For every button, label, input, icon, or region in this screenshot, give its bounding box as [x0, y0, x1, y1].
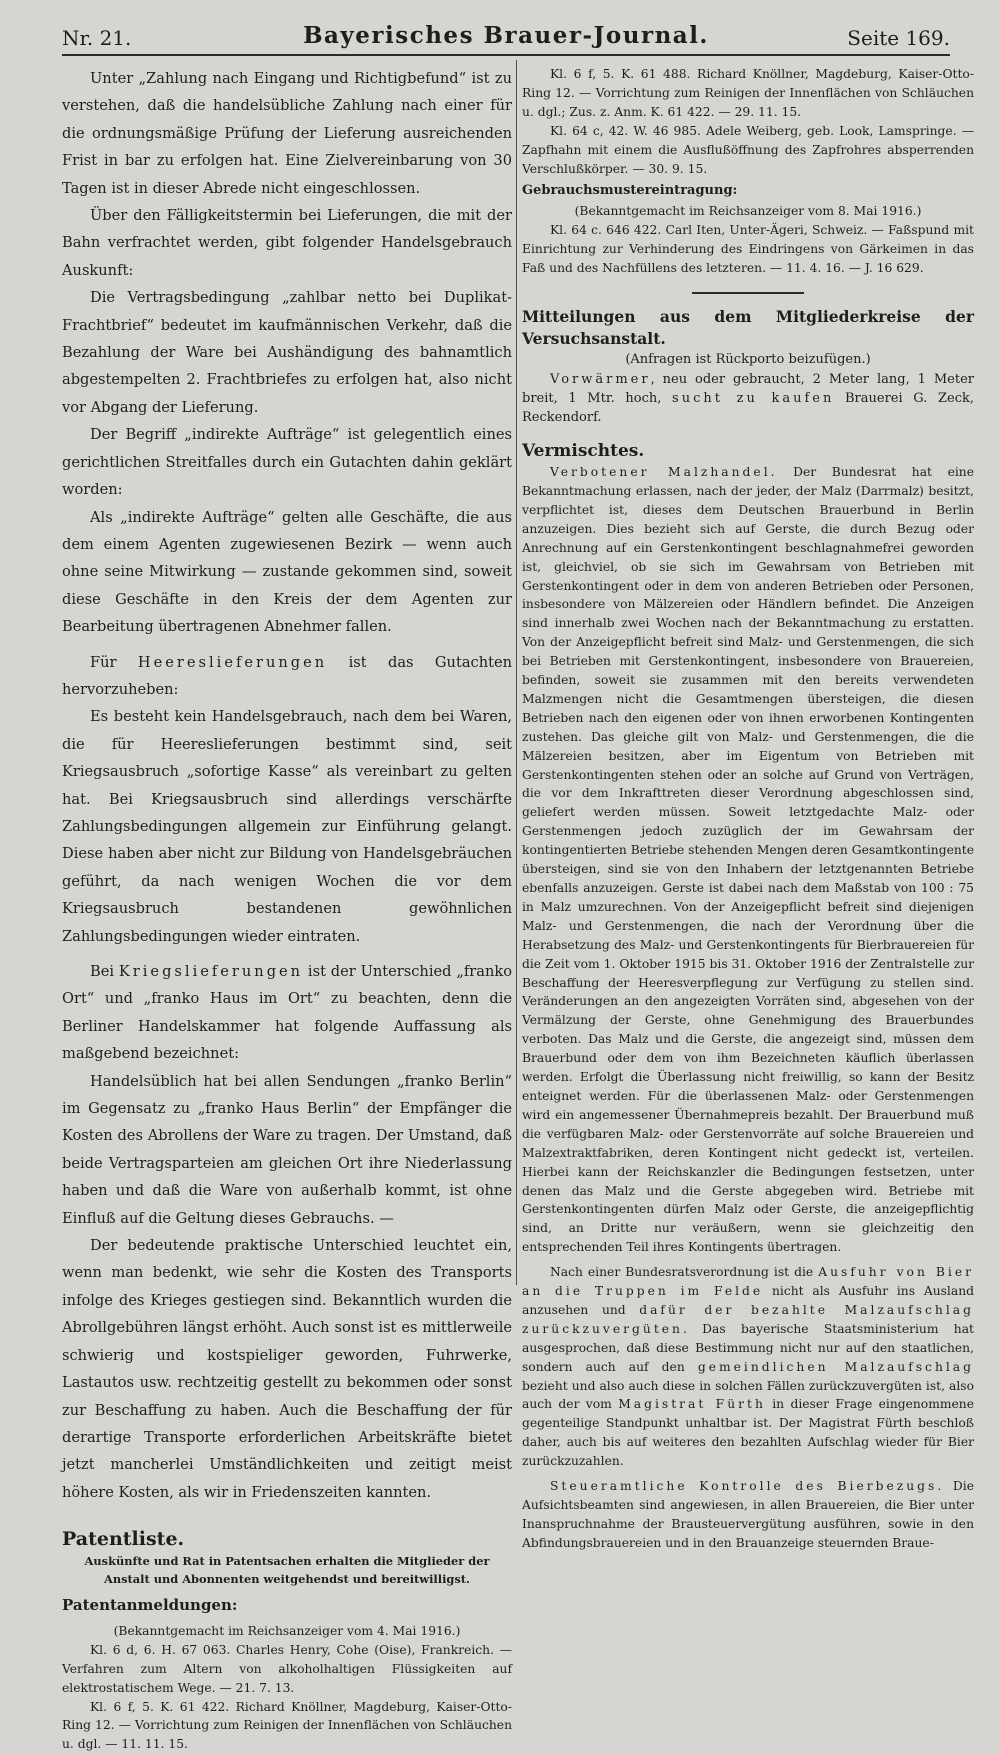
- page-header: [62, 20, 950, 56]
- mitteilungen-note: (Anfragen ist Rückporto beizufügen.): [625, 352, 871, 368]
- left-column: [62, 65, 512, 1754]
- patent-entry: Kl. 64 c, 42. W. 46 985. Adele Weiberg, geb. Look, Lamspringe. — Zapfhahn mit einem die Ausflußöffnung des Zapfrohres absperrenden Verschlußkörper. — 30. 9. 15.: [522, 123, 974, 176]
- page-number: Seite 169.: [847, 26, 950, 50]
- spaced-term: Kriegslieferungen: [118, 963, 304, 980]
- paragraph: Für Heereslieferungen ist das Gutachten hervorzuheben:: [62, 653, 512, 698]
- paragraph: Als „indirekte Aufträge“ gelten alle Geschäfte, die aus dem einem Agenten zugewiesenen Bezirk — wenn auch ohne seine Mitwirkung — zustande gekommen sind, soweit diese Geschäfte in den Kreis der dem Agenten zur Bearbeitung übertragenen Abnehmer fallen.: [62, 508, 512, 636]
- paragraph: Unter „Zahlung nach Eingang und Richtigbefund“ ist zu verstehen, daß die handelsübliche Zahlung nach einer für die ordnungsmäßige Prüfung der Lieferung ausreichenden Frist in bar zu erfolgen hat. Eine Zielvereinbarung von 30 Tagen ist in dieser Abrede nicht eingeschlossen.: [62, 70, 512, 197]
- spaced-term: sucht zu kaufen: [672, 391, 835, 407]
- spaced-term: Steueramtliche Kontrolle des Bierbezugs.: [550, 1479, 945, 1494]
- spaced-term: Magistrat Fürth: [618, 1397, 766, 1412]
- patent-entry: Kl. 6 f, 5. K. 61 422. Richard Knöllner, Magdeburg, Kaiser-Otto-Ring 12. — Vorrichtung zum Reinigen der Innenflächen von Schläuchen u. dgl. — 11. 11. 15.: [62, 1699, 512, 1752]
- column-divider: [516, 60, 517, 1285]
- publication-note: (Bekanntgemacht im Reichsanzeiger vom 4. Mai 1916.): [113, 1624, 461, 1639]
- paragraph: Der Begriff „indirekte Aufträge“ ist gelegentlich eines gerichtlichen Streitfalles durch ein Gutachten dahin geklärt worden:: [62, 426, 512, 499]
- spaced-term: Heereslieferungen: [137, 653, 328, 671]
- spaced-term: gemeindlichen Malzaufschlag: [697, 1359, 974, 1374]
- paragraph: Es besteht kein Handelsgebrauch, nach dem bei Waren, die für Heereslieferungen bestimmt sind, seit Kriegsausbruch „sofortige Kasse“ als vereinbart zu gelten hat. Bei Kriegsausbruch sind allerdings verschärfte Zahlungsbedingungen allgemein zur Einführung gelangt. Diese haben aber nicht zur Bildung von Handelsgebräuchen geführt, da nach wenigen Wochen die vor dem Kriegsausbruch bestandenen gewöhnlichen Zahlungsbedingungen wieder eintraten.: [62, 708, 512, 945]
- spaced-term: Vorwärmer: [550, 372, 651, 388]
- patent-note: Auskünfte und Rat in Patentsachen erhalten die Mitglieder der Anstalt und Abonnenten weitgehendst und bereitwilligst.: [84, 1554, 490, 1587]
- issue-number: Nr. 21.: [62, 26, 132, 50]
- spaced-term: Ausfuhr von Bier an die Truppen im Felde: [522, 1265, 975, 1299]
- paragraph: Nach einer Bundesratsverordnung ist die Ausfuhr von Bier an die Truppen im Felde nicht als Ausfuhr ins Ausland anzusehen und dafür der bezahlte Malzaufschlag zurückzuvergüten. Das bayerische Staatsministerium hat ausgesprochen, daß diese Bestimmung nicht nur auf den staatlichen, sondern auch auf den gemeindlichen Malzaufschlag bezieht und also auch diese in solchen Fällen zurückzuvergüten ist, also auch der vom Magistrat Fürth in dieser Frage eingenommene gegenteilige Standpunkt unhaltbar ist. Der Magistrat Fürth beschloß daher, auch bis auf weiteres den bezahlten Aufschlag wieder für Bier zurückzuzahlen.: [522, 1265, 975, 1469]
- paragraph: Vorwärmer, neu oder gebraucht, 2 Meter lang, 1 Meter breit, 1 Mtr. hoch, sucht zu kaufen Brauerei G. Zeck, Reckendorf.: [522, 372, 974, 426]
- subheading-gebrauchsmuster: Gebrauchsmustereintragung:: [522, 183, 738, 199]
- paragraph: Der bedeutende praktische Unterschied leuchtet ein, wenn man bedenkt, wie sehr die Kosten des Transports infolge des Krieges gestiegen sind. Bekanntlich wurden die Abrollgebühren längst erhöht. Auch sonst ist es mittlerweile schwierig und kostspieliger geworden, Fuhrwerke, Lastautos usw. rechtzeitig gestellt zu bekommen oder sonst zur Beschaffung zu haben. Auch die Beschaffung der für derartige Transporte erforderlichen Arbeitskräfte bietet jetzt mancherlei Umständlichkeiten und zeitigt meist höhere Kosten, als wir in Friedenszeiten kannten.: [62, 1237, 512, 1501]
- right-column: [522, 65, 974, 1553]
- section-heading-patentliste: Patentliste.: [62, 1528, 185, 1551]
- spaced-term: dafür der bezahlte Malzaufschlag zurückzuvergüten: [522, 1302, 974, 1336]
- section-heading-mitteilungen: Mitteilungen aus dem Mitgliederkreise der Versuchsanstalt.: [522, 307, 974, 349]
- paragraph: Die Vertragsbedingung „zahlbar netto bei Duplikat-Frachtbrief“ bedeutet im kaufmännischen Verkehr, daß die Bezahlung der Ware bei Aushändigung des bahnamtlich abgestempelten 2. Frachtbriefes zu erfolgen hat, also nicht vor Abgang der Lieferung.: [62, 289, 512, 416]
- paragraph: Verbotener Malzhandel. Der Bundesrat hat eine Bekanntmachung erlassen, nach der jeder, der Malz (Darrmalz) besitzt, verpflichtet ist, dieses dem Deutschen Brauerbund in Berlin anzuzeigen. Dies bezieht sich auf Gerste, die durch Bezug oder Anrechnung auf ein Gerstenkontingent beschlagnahmefrei geworden ist, gleichviel, ob sie sich im Gewahrsam von Betrieben mit Gerstenkontingent oder in dem von anderen Betrieben oder Personen, insbesondere von Mälzereien oder Händlern befindet. Die Anzeigen sind innerhalb zwei Wochen nach der Bekanntmachung zu erstatten. Von der Anzeigepflicht befreit sind Malz- und Gerstenmengen, die sich bei Betrieben mit Gerstenkontingent, insbesondere von Brauereien, befinden, soweit sie zusammen mit den bereits verwendeten Malzmengen nicht die Gesamtmengen übersteigen, die diesen Betrieben nach den eigenen oder von ihnen erworbenen Kontingenten zustehen. Das gleiche gilt von Malz- und Gerstenmengen, die die Mälzereien besitzen, aber im Eigentum von Betrieben mit Gerstenkontingenten stehen oder an solche auf Grund von Verträgen, die vor dem Inkrafttreten dieser Verordnung abgeschlossen sind, geliefert werden müssen. Soweit letztgedachte Malz- oder Gerstenmengen jedoch zuzüglich der im Gewahrsam der kontingentierten Betriebe stehenden Mengen deren Gesamtkontingente übersteigen, sind sie von den Inhabern der letztgenannten Betriebe ebenfalls anzuzeigen. Gerste ist dabei nach dem Maßstab von 100 : 75 in Malz umzurechnen. Von der Anzeigepflicht befreit sind diejenigen Malz- und Gerstenmengen, die nach der Verordnung über die Herabsetzung des Malz- und Gerstenkontingents für Bierbrauereien für die Zeit vom 1. Oktober 1915 bis 31. Oktober 1916 der Zentralstelle zur Beschaffung der Heeresverpflegung zur Verfügung zu stellen sind. Veränderungen an den angezeigten Vorräten sind, abgesehen von der Vermälzung der Gerste, ohne Genehmigung des Brauerbundes verboten. Das Malz und die Gerste, die angezeigt sind, müssen dem Brauerbund oder dem von ihm Bezeichneten käuflich überlassen werden. Erfolgt die Überlassung nicht freiwillig, so kann der Besitz enteignet werden. Für die überlassenen Malz- oder Gerstenmengen wird ein angemessener Übernahmepreis bezahlt. Der Brauerbund muß die verfügbaren Malz- oder Gerstenvorräte auf solche Brauereien und Malzextraktfabriken, deren Kontingent nicht gedeckt ist, verteilen. Hierbei kann der Reichskanzler die Bedingungen festsetzen, unter denen das Malz und die Gerste abgegeben wird. Betriebe mit Gerstenkontingenten dürfen Malz oder Gerste, die anzeigepflichtig sind, an Dritte nur veräußern, wenn sie gleichzeitig den entsprechenden Teil ihres Kontingents übertragen.: [522, 465, 974, 1255]
- journal-title: Bayerisches Brauer-Journal.: [303, 22, 709, 49]
- patent-entry: Kl. 6 d, 6. H. 67 063. Charles Henry, Cohe (Oise), Frankreich. — Verfahren zum Altern von alkoholhaltigen Flüssigkeiten auf elektrostatischem Wege. — 21. 7. 13.: [62, 1643, 512, 1695]
- section-rule: [692, 292, 804, 294]
- paragraph: Steueramtliche Kontrolle des Bierbezugs. Die Aufsichtsbeamten sind angewiesen, in allen Brauereien, die Bier unter Inanspruchnahme der Brausteuervergütung ausführen, sowie in den Abfindungsbrauereien und in den Brauanzeige steuernden Braue-: [522, 1479, 974, 1550]
- paragraph: Handelsüblich hat bei allen Sendungen „franko Berlin“ im Gegensatz zu „franko Haus Berlin“ der Empfänger die Kosten des Abrollens der Ware zu tragen. Der Umstand, daß beide Vertragsparteien am gleichen Ort ihre Niederlassung haben und daß die Ware von außerhalb kommt, ist ohne Einfluß auf die Geltung dieses Gebrauchs. —: [62, 1072, 512, 1227]
- paragraph: Bei Kriegslieferungen ist der Unterschied „franko Ort“ und „franko Haus im Ort“ zu beachten, denn die Berliner Handelskammer hat folgende Auffassung als maßgebend bezeichnet:: [62, 963, 512, 1063]
- spaced-term: Verbotener Malzhandel.: [550, 465, 778, 480]
- patent-entry: Kl. 64 c. 646 422. Carl Iten, Unter-Ägeri, Schweiz. — Faßspund mit Einrichtung zur Verhinderung des Eindringens von Gärkeimen in das Faß und des Nachfüllens des letzteren. — 11. 4. 16. — J. 16 629.: [522, 223, 974, 276]
- patent-entry: Kl. 6 f, 5. K. 61 488. Richard Knöllner, Magdeburg, Kaiser-Otto-Ring 12. — Vorrichtung zum Reinigen der Innenflächen von Schläuchen u. dgl.; Zus. z. Anm. K. 61 422. — 29. 11. 15.: [522, 67, 974, 119]
- section-heading-vermischtes: Vermischtes.: [522, 441, 645, 462]
- publication-note: (Bekanntgemacht im Reichsanzeiger vom 8. Mai 1916.): [574, 204, 922, 219]
- paragraph: Über den Fälligkeitstermin bei Lieferungen, die mit der Bahn verfrachtet werden, gibt folgender Handelsgebrauch Auskunft:: [62, 207, 512, 279]
- subheading-patentanmeldungen: Patentanmeldungen:: [62, 1596, 238, 1615]
